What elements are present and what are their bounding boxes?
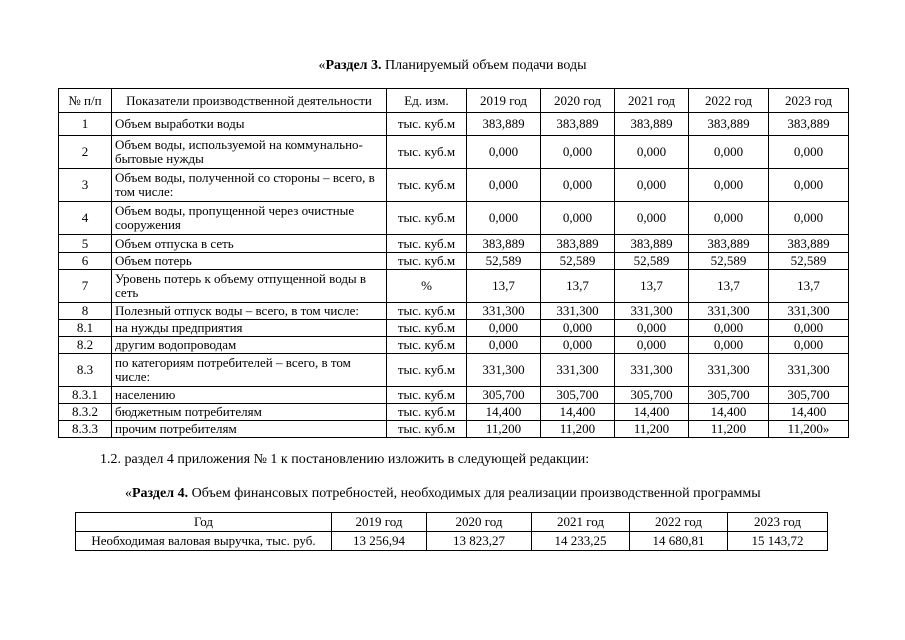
header-cell: 2019 год [467,89,541,113]
row-number-cell: 6 [59,253,112,270]
table-row [59,136,849,169]
unit-cell: тыс. куб.м [387,354,467,387]
section3-heading [0,58,905,74]
indicator-cell: на нужды предприятия [112,320,387,337]
value-cell: 331,300 [769,354,849,387]
value-cell: 331,300 [467,303,541,320]
value-cell: 0,000 [689,337,769,354]
value-cell: 0,000 [615,320,689,337]
value-cell: 331,300 [541,303,615,320]
row-number-cell: 8 [59,303,112,320]
value-cell: 0,000 [615,337,689,354]
unit-cell: тыс. куб.м [387,202,467,235]
value-cell: 383,889 [615,113,689,136]
table-row [59,113,849,136]
value-cell: 383,889 [769,235,849,253]
row-number-cell: 8.1 [59,320,112,337]
value-cell: 305,700 [615,387,689,404]
table-row [59,270,849,303]
unit-cell: тыс. куб.м [387,337,467,354]
value-cell: 0,000 [541,320,615,337]
header-cell: 2023 год [728,513,828,532]
value-cell: 14,400 [615,404,689,421]
row-number-cell: 8.3.3 [59,421,112,438]
table-row [59,387,849,404]
value-cell: 0,000 [615,202,689,235]
header-cell: 2021 год [532,513,630,532]
unit-cell: тыс. куб.м [387,169,467,202]
indicator-cell: населению [112,387,387,404]
row-number-cell: 8.2 [59,337,112,354]
header-cell: 2022 год [689,89,769,113]
value-cell: 14,400 [541,404,615,421]
table-row [59,404,849,421]
value-cell: 0,000 [541,202,615,235]
row-number-cell: 8.3.2 [59,404,112,421]
value-cell: 0,000 [689,202,769,235]
table-row [59,320,849,337]
value-cell: 13,7 [467,270,541,303]
indicator-cell: Объем потерь [112,253,387,270]
section4-heading [125,486,761,502]
value-cell: 383,889 [769,113,849,136]
value-cell: 14,400 [689,404,769,421]
unit-cell: тыс. куб.м [387,113,467,136]
section4-number: Раздел 4. [132,486,189,501]
table-row [59,354,849,387]
value-cell: 0,000 [615,169,689,202]
header-cell: 2019 год [332,513,427,532]
unit-cell: тыс. куб.м [387,387,467,404]
unit-cell: % [387,270,467,303]
table-row [59,235,849,253]
value-cell: 52,589 [769,253,849,270]
indicator-cell: по категориям потребителей – всего, в том числе: [112,354,387,387]
value-cell: 383,889 [467,113,541,136]
row-number-cell: 1 [59,113,112,136]
value-cell: 11,200 [541,421,615,438]
value-cell: 383,889 [541,235,615,253]
value-cell: 0,000 [689,169,769,202]
value-cell: 331,300 [467,354,541,387]
value-cell: 305,700 [467,387,541,404]
value-cell: 383,889 [689,235,769,253]
value-cell: 331,300 [689,354,769,387]
value-cell: 383,889 [689,113,769,136]
indicator-cell: другим водопроводам [112,337,387,354]
value-cell: 383,889 [541,113,615,136]
indicator-cell: Полезный отпуск воды – всего, в том числе: [112,303,387,320]
row-number-cell: 4 [59,202,112,235]
header-cell: 2021 год [615,89,689,113]
value-cell: 0,000 [467,136,541,169]
header-cell: Год [76,513,332,532]
value-cell: 0,000 [467,169,541,202]
value-cell: 305,700 [541,387,615,404]
value-cell: 331,300 [615,303,689,320]
header-cell: № п/п [59,89,112,113]
instruction-paragraph: 1.2. раздел 4 приложения № 1 к постановлению изложить в следующей редакции: [100,452,590,467]
header-cell: 2020 год [541,89,615,113]
value-cell: 14,400 [467,404,541,421]
value-cell: 14,400 [769,404,849,421]
header-cell: 2022 год [630,513,728,532]
value-cell: 13,7 [541,270,615,303]
unit-cell: тыс. куб.м [387,235,467,253]
indicator-cell: Уровень потерь к объему отпущенной воды в сеть [112,270,387,303]
section4-title: Объем финансовых потребностей, необходимых для реализации производственной программы [188,486,761,501]
value-cell: 13,7 [689,270,769,303]
value-cell: 0,000 [769,320,849,337]
section3-title: Планируемый объем подачи воды [381,58,587,73]
value-cell: 0,000 [541,136,615,169]
table-row [59,303,849,320]
row-number-cell: 7 [59,270,112,303]
value-cell: 11,200 [689,421,769,438]
value-cell: 52,589 [467,253,541,270]
value-cell: 15 143,72 [728,532,828,551]
indicator-cell: Необходимая валовая выручка, тыс. руб. [76,532,332,551]
indicator-cell: Объем воды, пропущенной через очистные сооружения [112,202,387,235]
row-number-cell: 3 [59,169,112,202]
indicator-cell: Объем воды, полученной со стороны – всего, в том числе: [112,169,387,202]
value-cell: 0,000 [467,202,541,235]
row-number-cell: 5 [59,235,112,253]
value-cell: 383,889 [615,235,689,253]
unit-cell: тыс. куб.м [387,303,467,320]
value-cell: 0,000 [769,337,849,354]
table-row [59,253,849,270]
section3-number: Раздел 3. [325,58,382,73]
header-cell: Показатели производственной деятельности [112,89,387,113]
water-supply-table [58,88,849,438]
indicator-cell: Объем выработки воды [112,113,387,136]
table-row [59,337,849,354]
header-cell: 2020 год [427,513,532,532]
value-cell: 11,200 [467,421,541,438]
value-cell: 0,000 [769,136,849,169]
value-cell: 0,000 [689,320,769,337]
row-number-cell: 2 [59,136,112,169]
row-number-cell: 8.3.1 [59,387,112,404]
value-cell: 52,589 [541,253,615,270]
unit-cell: тыс. куб.м [387,320,467,337]
value-cell: 0,000 [467,337,541,354]
value-cell: 11,200» [769,421,849,438]
indicator-cell: бюджетным потребителям [112,404,387,421]
table-row [59,169,849,202]
unit-cell: тыс. куб.м [387,421,467,438]
value-cell: 305,700 [689,387,769,404]
financial-needs-table [75,512,828,551]
value-cell: 13,7 [769,270,849,303]
unit-cell: тыс. куб.м [387,253,467,270]
unit-cell: тыс. куб.м [387,404,467,421]
value-cell: 11,200 [615,421,689,438]
value-cell: 14 680,81 [630,532,728,551]
value-cell: 0,000 [467,320,541,337]
value-cell: 383,889 [467,235,541,253]
table-header-row [76,513,828,532]
value-cell: 0,000 [769,169,849,202]
section3-prefix: « [318,58,326,73]
header-cell: 2023 год [769,89,849,113]
unit-cell: тыс. куб.м [387,136,467,169]
value-cell: 52,589 [689,253,769,270]
value-cell: 331,300 [615,354,689,387]
value-cell: 14 233,25 [532,532,630,551]
row-number-cell: 8.3 [59,354,112,387]
value-cell: 331,300 [769,303,849,320]
table-row [59,421,849,438]
table-header-row [59,89,849,113]
section4-prefix: « [125,486,132,501]
value-cell: 0,000 [689,136,769,169]
value-cell: 13 256,94 [332,532,427,551]
value-cell: 13 823,27 [427,532,532,551]
indicator-cell: Объем воды, используемой на коммунально-бытовые нужды [112,136,387,169]
table-row [76,532,828,551]
indicator-cell: Объем отпуска в сеть [112,235,387,253]
indicator-cell: прочим потребителям [112,421,387,438]
value-cell: 0,000 [769,202,849,235]
value-cell: 331,300 [541,354,615,387]
value-cell: 0,000 [541,337,615,354]
value-cell: 0,000 [615,136,689,169]
table-row [59,202,849,235]
value-cell: 0,000 [541,169,615,202]
value-cell: 305,700 [769,387,849,404]
value-cell: 13,7 [615,270,689,303]
value-cell: 52,589 [615,253,689,270]
value-cell: 331,300 [689,303,769,320]
header-cell: Ед. изм. [387,89,467,113]
